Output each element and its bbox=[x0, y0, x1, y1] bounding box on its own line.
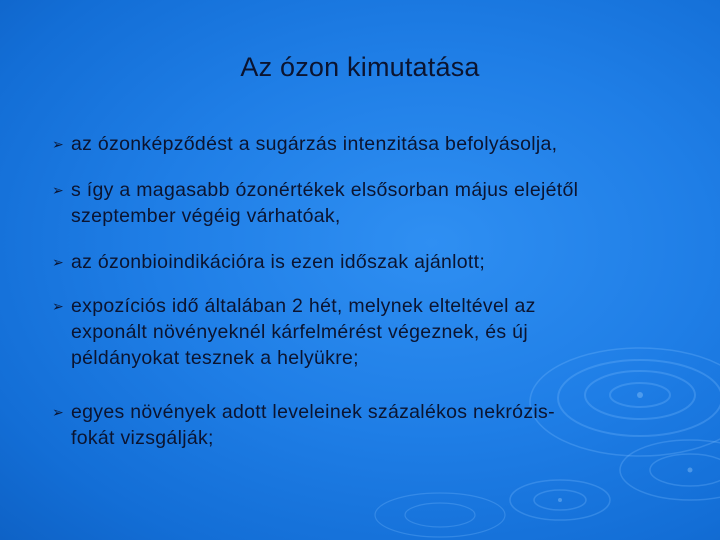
arrowhead-bullet-icon: ➢ bbox=[52, 254, 65, 270]
bullet-item bbox=[52, 177, 692, 229]
bullet-list bbox=[52, 131, 692, 451]
arrowhead-bullet-icon: ➢ bbox=[52, 404, 65, 420]
bullet-text: az ózonképződést a sugárzás intenzitása befolyásolja, bbox=[71, 133, 558, 155]
bullet-item bbox=[52, 399, 692, 451]
bullet-text: egyes növények adott leveleinek százalékos nekrózis- fokát vizsgálják; bbox=[71, 401, 555, 449]
bullet-text: expozíciós idő általában 2 hét, melynek elteltével az exponált növényeknél kárfelmérést végeznek, és új példányokat tesznek a helyükre; bbox=[71, 295, 536, 369]
bullet-item bbox=[52, 131, 692, 157]
bullet-item bbox=[52, 249, 692, 275]
bullet-item bbox=[52, 293, 692, 371]
slide-title: Az ózon kimutatása bbox=[240, 52, 480, 82]
arrowhead-bullet-icon: ➢ bbox=[52, 182, 65, 198]
bullet-text: s így a magasabb ózonértékek elsősorban május elejétől szeptember végéig várhatóak, bbox=[71, 179, 579, 227]
arrowhead-bullet-icon: ➢ bbox=[52, 136, 65, 152]
arrowhead-bullet-icon: ➢ bbox=[52, 298, 65, 314]
bullet-text: az ózonbioindikációra is ezen időszak ajánlott; bbox=[71, 251, 486, 273]
